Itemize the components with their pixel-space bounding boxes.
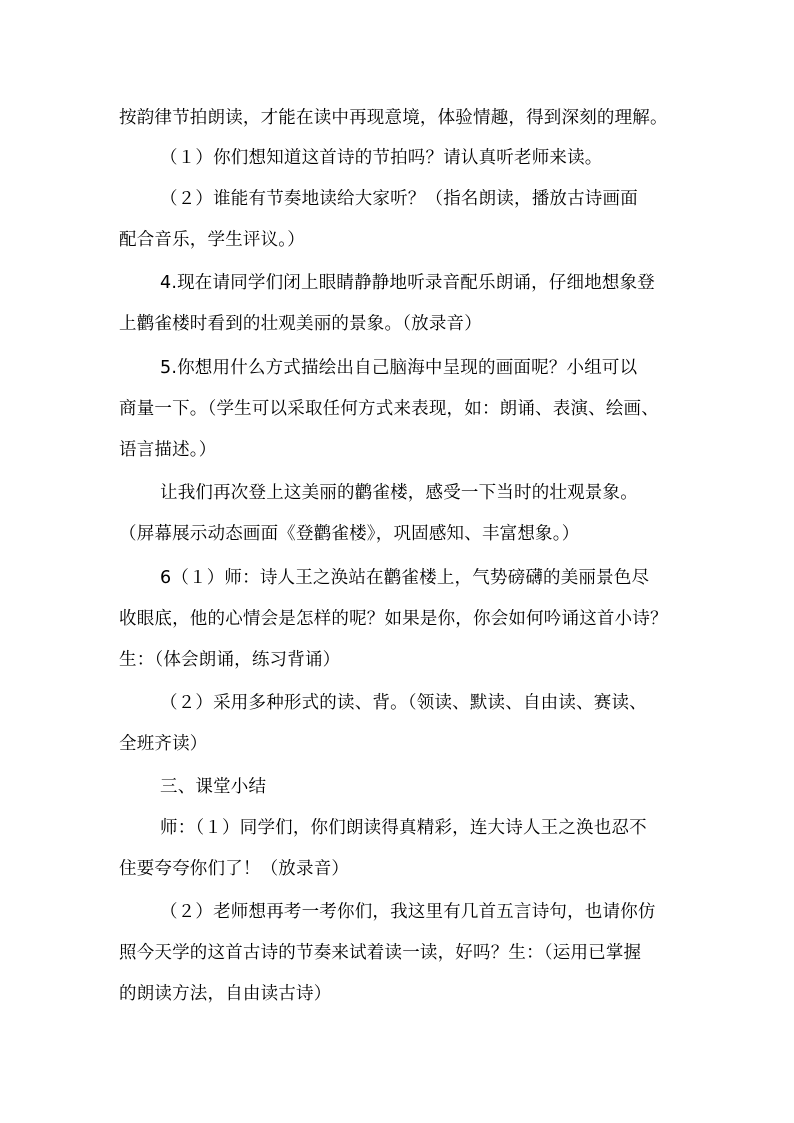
paragraph-line: 生：（体会朗诵，练习背诵） — [119, 650, 341, 670]
paragraph-line: 住要夸夸你们了！（放录音） — [119, 859, 350, 879]
paragraph-line: （屏幕展示动态画面《登鹳雀楼》，巩固感知、丰富想象。） — [119, 524, 580, 544]
paragraph-line: 商量一下。（学生可以采取任何方式来表现，如：朗诵、表演、绘画、 — [119, 399, 659, 419]
paragraph-line: 按韵律节拍朗读，才能在读中再现意境，体验情趣，得到深刻的理解。 — [119, 108, 668, 128]
paragraph-line: 4.现在请同学们闭上眼睛静静地听录音配乐朗诵，仔细地想象登 — [160, 273, 655, 293]
paragraph-line: 语言描述。） — [119, 440, 217, 460]
paragraph-line: （１）你们想知道这首诗的节拍吗？请认真听老师来读。 — [160, 148, 603, 168]
paragraph-line: （２）老师想再考一考你们，我这里有几首五言诗句，也请你仿 — [160, 902, 656, 922]
paragraph-line: 全班齐读） — [119, 734, 208, 754]
paragraph-line: 收眼底，他的心情会是怎样的呢？如果是你，你会如何吟诵这首小诗？ — [119, 609, 668, 629]
paragraph-line: 6（１）师：诗人王之涣站在鹳雀楼上，气势磅礴的美丽景色尽 — [160, 568, 650, 588]
paragraph-line: 配合音乐，学生评议。） — [119, 230, 305, 250]
paragraph-line: （２）采用多种形式的读、背。（领读、默读、自由读、赛读、 — [160, 693, 647, 713]
paragraph-line: 师：（１）同学们，你们朗读得真精彩，连大诗人王之涣也忍不 — [160, 818, 647, 838]
paragraph-line: 照今天学的这首古诗的节奏来试着读一读，好吗？生：（运用已掌握 — [119, 943, 642, 963]
section-heading: 三、课堂小结 — [160, 777, 267, 797]
paragraph-line: （２）谁能有节奏地读给大家听？（指名朗读，播放古诗画面 — [160, 189, 638, 209]
paragraph-line: 上鹳雀楼时看到的壮观美丽的景象。（放录音） — [119, 314, 482, 334]
paragraph-line: 的朗读方法，自由读古诗） — [119, 984, 332, 1004]
paragraph-line: 让我们再次登上这美丽的鹳雀楼，感受一下当时的壮观景象。 — [160, 483, 638, 503]
paragraph-line: 5.你想用什么方式描绘出自己脑海中呈现的画面呢？小组可以 — [160, 358, 638, 378]
